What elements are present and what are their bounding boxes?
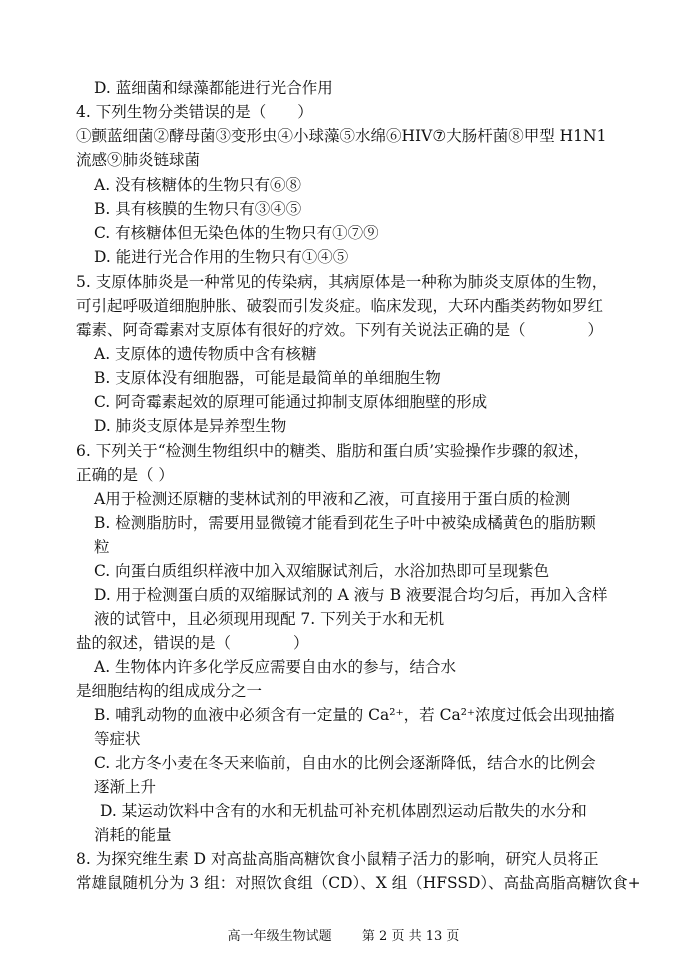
footer-subject: 高一年级生物试题 (227, 929, 332, 944)
q6-option-b: B. 检测脂肪时，需要用显微镜才能看到花生子叶中被染成橘黄色的脂肪颗 (94, 514, 596, 532)
q8-stem-cont: 常雄鼠随机分为 3 组：对照饮食组（CD）、X 组（HFSSD）、高盐高脂高糖饮食+ (76, 874, 641, 892)
q6-stem: 6. 下列关于“检测生物组织中的糖类、脂肪和蛋白质’实验操作步骤的叙述， (76, 442, 590, 460)
q5-option-c: C. 阿奇霉素起效的原理可能通过抑制支原体细胞壁的形成 (94, 393, 488, 411)
q7-option-a-cont: 是细胞结构的组成成分之一 (76, 682, 263, 700)
q7-stem-cont: 盐的叙述，错误的是（ ） (76, 634, 309, 652)
q5-stem-cont-1: 可引起呼吸道细胞肿胀、破裂而引发炎症。临床发现，大环内酯类药物如罗红 (76, 297, 604, 315)
q4-organism-list-cont: 流感⑨肺炎链球菌 (76, 151, 201, 169)
q7-option-d-cont: 消耗的能量 (94, 826, 172, 844)
q5-option-a: A. 支原体的遗传物质中含有核糖 (94, 345, 317, 363)
q4-stem: 4. 下列生物分类错误的是（ ） (76, 103, 313, 121)
q6-option-c: C. 向蛋白质组织样液中加入双缩脲试剂后，水浴加热即可呈现紫色 (94, 562, 550, 580)
q8-stem: 8. 为探究维生素 D 对高盐高脂高糖饮食小鼠精子活力的影响，研究人员将正 (76, 850, 599, 868)
page-footer (0, 925, 687, 944)
q6-option-d: D. 用于检测蛋白质的双缩脲试剂的 A 液与 B 液要混合均匀后，再加入含样 (94, 586, 608, 604)
q4-option-c: C. 有核糖体但无染色体的生物只有①⑦⑨ (94, 224, 379, 242)
q5-stem-cont-2: 霉素、阿奇霉素对支原体有很好的疗效。下列有关说法正确的是（ ） (76, 321, 604, 339)
q3-option-d: D. 蓝细菌和绿藻都能进行光合作用 (94, 79, 333, 97)
footer-page-number: 第 2 页 共 13 页 (361, 929, 460, 944)
q5-option-b: B. 支原体没有细胞器，可能是最简单的单细胞生物 (94, 369, 441, 387)
q6-option-a: A用于检测还原糖的斐林试剂的甲液和乙液，可直接用于蛋白质的检测 (94, 490, 571, 508)
q5-stem: 5. 支原体肺炎是一种常见的传染病，其病原体是一种称为肺炎支原体的生物， (76, 273, 608, 291)
q5-option-d: D. 肺炎支原体是异养型生物 (94, 417, 287, 435)
q4-organism-list: ①颤蓝细菌②酵母菌③变形虫④小球藻⑤水绵⑥HIV⑦大肠杆菌⑧甲型 H1N1 (76, 127, 607, 145)
q7-option-c-cont: 逐渐上升 (94, 778, 157, 796)
q6-option-b-cont: 粒 (94, 538, 110, 556)
q7-option-c: C. 北方冬小麦在冬天来临前，自由水的比例会逐渐降低，结合水的比例会 (94, 754, 596, 772)
q4-option-a: A. 没有核糖体的生物只有⑥⑧ (94, 176, 302, 194)
q7-option-d: D. 某运动饮料中含有的水和无机盐可补充机体剧烈运动后散失的水分和 (100, 802, 587, 820)
q7-option-a: A. 生物体内许多化学反应需要自由水的参与，结合水 (94, 658, 457, 676)
q7-option-b-cont: 等症状 (94, 730, 141, 748)
q7-option-b: B. 哺乳动物的血液中必须含有一定量的 Ca²⁺，若 Ca²⁺浓度过低会出现抽搐 (94, 706, 615, 724)
q6-stem-cont: 正确的是（ ） (76, 466, 174, 484)
q4-option-d: D. 能进行光合作用的生物只有①④⑤ (94, 248, 349, 266)
q4-option-b: B. 具有核膜的生物只有③④⑤ (94, 200, 302, 218)
q6-option-d-cont: 液的试管中，且必须现用现配 7. 下列关于水和无机 (94, 610, 445, 628)
